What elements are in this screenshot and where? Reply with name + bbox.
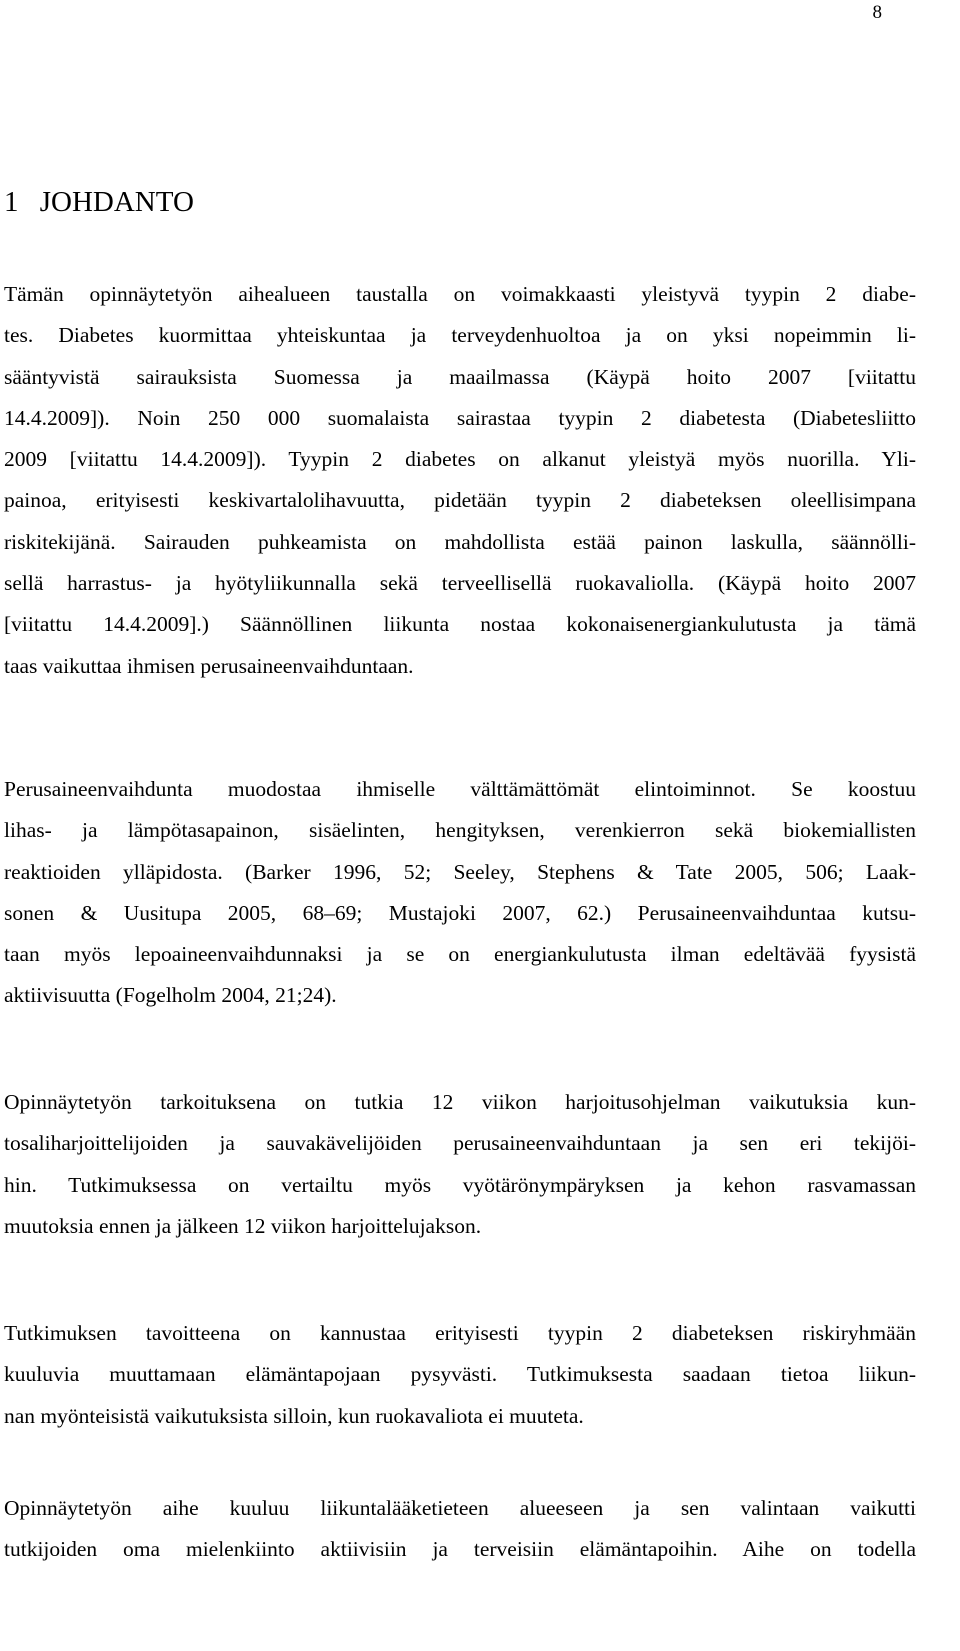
text-line: sellä harrastus- ja hyötyliikunnalla sekä terveellisellä ruokavaliolla. (Käypä hoito 2007 <box>4 571 916 596</box>
page-number: 8 <box>872 2 882 23</box>
paragraph-basal-metabolism <box>4 769 916 1017</box>
text-line: tutkijoiden oma mielenkiinto aktiivisiin ja terveisiin elämäntapoihin. Aihe on todella <box>4 1537 916 1562</box>
paragraph-topic <box>4 1488 916 1571</box>
chapter-heading: 1 JOHDANTO <box>4 186 194 218</box>
text-line: aktiivisuutta (Fogelholm 2004, 21;24). <box>4 983 337 1008</box>
paragraph-goal <box>4 1313 916 1437</box>
text-line: painoa, erityisesti keskivartalolihavuutta, pidetään tyypin 2 diabeteksen oleellisimpana <box>4 488 916 513</box>
text-line: tes. Diabetes kuormittaa yhteiskuntaa ja terveydenhuoltoa ja on yksi nopeimmin li- <box>4 323 916 348</box>
text-line: riskitekijänä. Sairauden puhkeamista on mahdollista estää painon laskulla, säännölli- <box>4 529 916 554</box>
text-line: reaktioiden ylläpidosta. (Barker 1996, 52; Seeley, Stephens & Tate 2005, 506; Laak- <box>4 859 916 884</box>
text-line: Opinnäytetyön tarkoituksena on tutkia 12 viikon harjoitusohjelman vaikutuksia kun- <box>4 1090 916 1114</box>
text-line: lihas- ja lämpötasapainon, sisäelinten, hengityksen, verenkierron sekä biokemiallisten <box>4 818 916 843</box>
text-line: sääntyvistä sairauksista Suomessa ja maailmassa (Käypä hoito 2007 [viitattu <box>4 364 916 389</box>
text-line: Perusaineenvaihdunta muodostaa ihmiselle välttämättömät elintoiminnot. Se koostuu <box>4 777 916 801</box>
text-line: sonen & Uusitupa 2005, 68–69; Mustajoki 2007, 62.) Perusaineenvaihduntaa kutsu- <box>4 900 916 925</box>
text-line: 2009 [viitattu 14.4.2009]). Tyypin 2 diabetes on alkanut yleistyä myös nuorilla. Yli- <box>4 447 916 472</box>
text-line: hin. Tutkimuksessa on vertailtu myös vyötärönympäryksen ja kehon rasvamassan <box>4 1172 916 1197</box>
text-line: nan myönteisistä vaikutuksista silloin, kun ruokavaliota ei muuteta. <box>4 1403 584 1428</box>
text-line: Tämän opinnäytetyön aihealueen taustalla on voimakkaasti yleistyvä tyypin 2 diabe- <box>4 282 916 306</box>
paragraph-purpose <box>4 1082 916 1247</box>
text-line: muutoksia ennen ja jälkeen 12 viikon harjoittelujakson. <box>4 1213 482 1238</box>
text-line: Opinnäytetyön aihe kuuluu liikuntalääketieteen alueeseen ja sen valintaan vaikutti <box>4 1496 916 1520</box>
text-line: Tutkimuksen tavoitteena on kannustaa erityisesti tyypin 2 diabeteksen riskiryhmään <box>4 1321 916 1345</box>
text-line: kuuluvia muuttamaan elämäntapojaan pysyvästi. Tutkimuksesta saadaan tietoa liikun- <box>4 1362 916 1387</box>
text-line: tosaliharjoittelijoiden ja sauvakävelijöiden perusaineenvaihduntaan ja sen eri tekijöi- <box>4 1131 916 1156</box>
text-line: 14.4.2009]). Noin 250 000 suomalaista sairastaa tyypin 2 diabetesta (Diabetesliitto <box>4 405 916 430</box>
text-line: [viitattu 14.4.2009].) Säännöllinen liikunta nostaa kokonaisenergiankulutusta ja tämä <box>4 612 916 637</box>
paragraph-introduction <box>4 274 916 687</box>
text-line: taas vaikuttaa ihmisen perusaineenvaihduntaan. <box>4 653 414 678</box>
text-line: taan myös lepoaineenvaihdunnaksi ja se on energiankulutusta ilman edeltävää fyysistä <box>4 942 916 967</box>
